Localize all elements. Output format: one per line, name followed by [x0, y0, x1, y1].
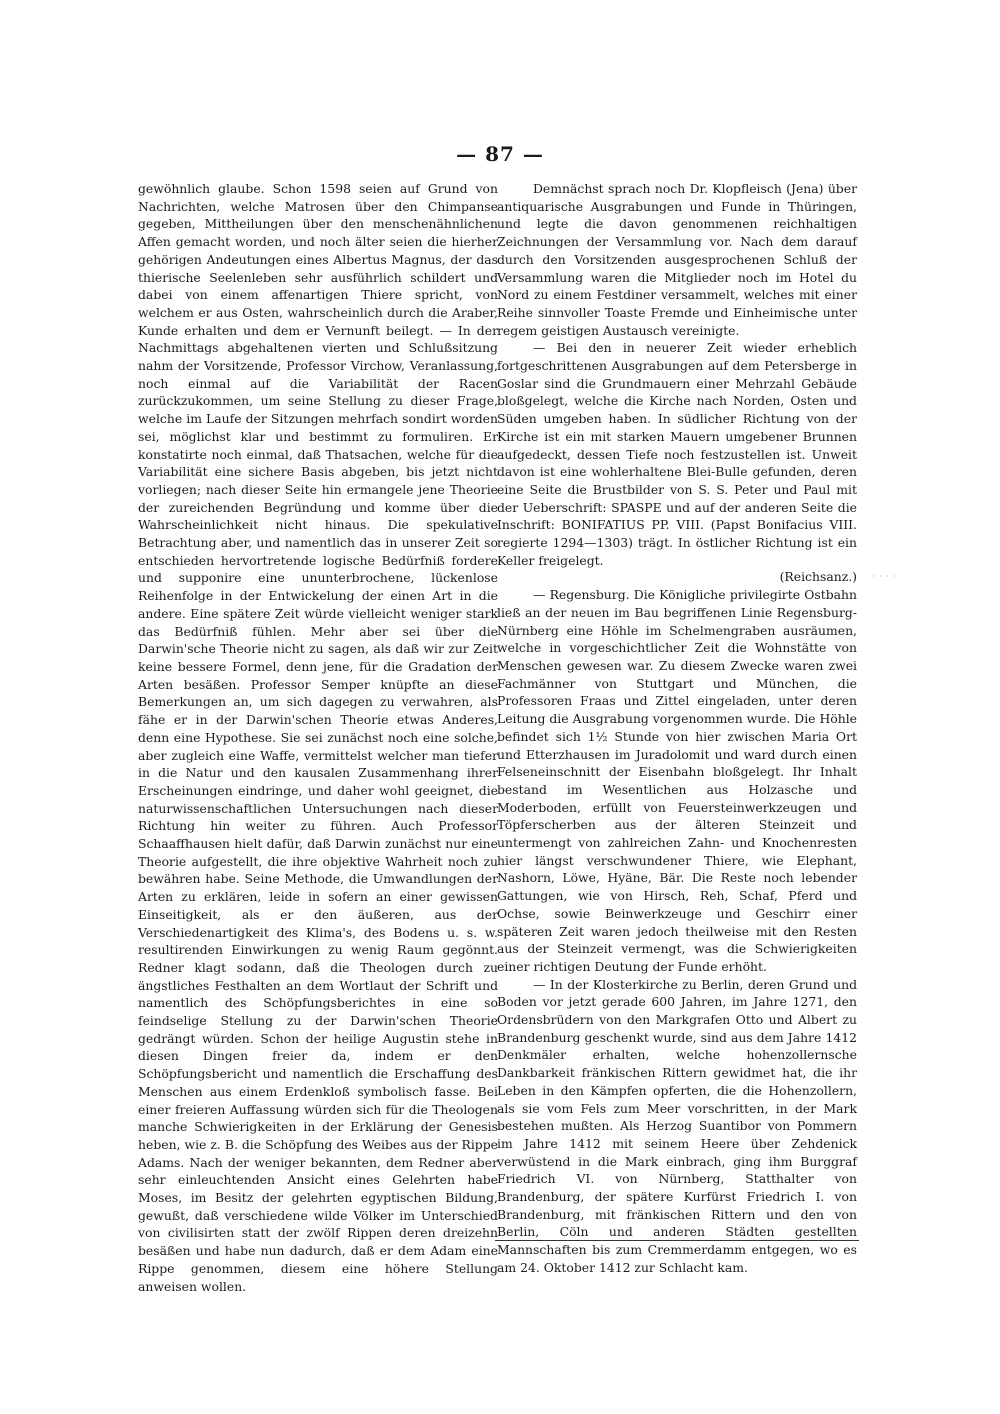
paragraph: gewöhnlich glaube. Schon 1598 seien auf Grund von Nachrichten, welche Matrosen über den Chimpanse gegeben, Mittheilungen über den menschenähnlichen Affen gemacht worden, und noch älter seien die hierher gehörigen Andeutungen eines Albertus Magnus, der das thierische Seelenleben sehr ausführlich schildert und dabei von einem affenartigen Thiere spricht, von welchem er aus Osten, wahrscheinlich durch die Araber, Kunde erhalten und dem er Vernunft beilegt. — In der Nachmittags abgehaltenen vierten und Schlußsitzung nahm der Vorsitzende, Professor Virchow, Veranlassung, noch einmal auf die Variabilität der Racen zurückzukommen, um seine Stellung zu dieser Frage, welche im Laufe der Sitzungen mehrfach sondirt worden sei, möglichst klar und bestimmt zu formuliren. Er konstatirte noch einmal, daß Thatsachen, welche für die Variabilität eine sichere Basis abgeben, bis jetzt nicht vorliegen; nach dieser Seite hin ermangele jene Theorie der zureichenden Begründung und komme über die Wahrscheinlichkeit nicht hinaus. Die spekulative Betrachtung aber, und namentlich das in unserer Zeit so entschieden hervortretende logische Bedürfniß fordere und supponire eine ununterbrochene, lückenlose Reihenfolge in der Entwickelung der einen Art in die andere. Eine spätere Zeit würde vielleicht weniger stark das Bedürfniß fühlen. Mehr aber sei über die Darwin'sche Theorie nicht zu sagen, als daß wir zur Zeit keine bessere Formel, denn jene, für die Gradation der Arten besäßen. Professor Semper knüpfte an diese Bemerkungen an, um sich dagegen zu verwahren, als fähe er in der Darwin'schen Theorie etwas Anderes, denn eine Hypothese. Sie sei zunächst noch eine solche, aber zugleich eine Waffe, vermittelst welcher man tiefer in die Natur und den kausalen Zusammenhang ihrer Erscheinungen eindringe, und daher wohl geeignet, die naturwissenschaftlichen Untersuchungen nach dieser Richtung hin weiter zu führen. Auch Professor Schaaffhausen hielt dafür, daß Darwin zunächst nur eine Theorie aufgestellt, die ihre objektive Wahrheit noch zu bewähren habe. Seine Methode, die Umwandlungen der Arten zu erklären, leide in sofern an einer gewissen Einseitigkeit, als er den äußeren, aus der Verschiedenartigkeit des Klima's, des Bodens u. s. w. resultirenden Einwirkungen zu wenig Raum gegönnt. Redner klagt sodann, daß die Theologen durch zu ängstliches Festhalten an dem Wortlaut der Schrift und namentlich des Schöpfungsberichtes in eine so feindselige Stellung zu der Darwin'schen Theorie gedrängt würden. Schon der heilige Augustin stehe in diesen Dingen freier da, indem er den Schöpfungsbericht und namentlich die Erschaffung des Menschen aus einem Erdenkloß symbolisch fasse. Bei einer freieren Auffassung würden sich für die Theologen manche Schwierigkeiten in der Erklärung der Genesis heben, wie z. B. die Schöpfung des Weibes aus der Rippe Adams. Nach der weniger bekannten, dem Redner aber sehr einleuchtenden Ansicht eines Gelehrten habe Moses, im Besitz der gelehrten egyptischen Bildung, gewußt, daß verschiedene wilde Völker im Unterschied von civilisirten statt der zwölf Rippen deren dreizehn besäßen und habe nun dadurch, daß er dem Adam eine Rippe genommen, diesem eine höhere Stellung anweisen wollen. [138, 181, 498, 1294]
paragraph: — Regensburg. Die Königliche privilegirte Ostbahn ließ an der neuen im Bau begriffenen Linie Regensburg-Nürnberg eine Höhle im Schelmengraben ausräumen, welche in vorgeschichtlicher Zeit die Wohnstätte von Menschen gewesen war. Zu diesem Zwecke waren zwei Fachmänner von Stuttgart und München, die Professoren Fraas und Zittel eingeladen, unter deren Leitung die Ausgrabung vorgenommen wurde. Die Höhle befindet sich 1½ Stunde von hier zwischen Maria Ort und Etterzhausen im Juradolomit und ward durch einen Felseneinschnitt der Eisenbahn bloßgelegt. Ihr Inhalt bestand im Wesentlichen aus Holzasche und Moderboden, erfüllt von Feuersteinwerkzeugen und Töpferscherben aus der älteren Steinzeit und untermengt von zahlreichen Zahn- und Knochenresten hier längst verschwundener Thiere, wie Elephant, Nashorn, Löwe, Hyäne, Bär. Die Reste noch lebender Gattungen, wie von Hirsch, Reh, Schaf, Pferd und Ochse, sowie Beinwerkzeuge und Geschirr einer späteren Zeit waren jedoch theilweise mit den Resten aus der Steinzeit vermengt, was die Schwierigkeiten einer richtigen Deutung der Funde erhöht. [497, 587, 857, 974]
closing-rule [495, 1240, 859, 1241]
paragraph: — Bei den in neuerer Zeit wieder erheblich fortgeschrittenen Ausgrabungen auf dem Petersberge in Goslar sind die Grundmauern einer Mehrzahl Gebäude bloßgelegt, welche die Kirche nach Norden, Osten und Süden umgeben haben. In südlicher Richtung von der Kirche ist ein mit starken Mauern umgebener Brunnen aufgedeckt, dessen Tiefe noch festzustellen ist. Unweit davon ist eine wohlerhaltene Blei-Bulle gefunden, deren eine Seite die Brustbilder von S. S. Peter und Paul mit der Ueberschrift: SPASPE und auf der anderen Seite die Inschrift: BONIFATIUS PP. VIII. (Papst Bonifacius VIII. regierte 1294—1303) trägt. In östlicher Richtung ist ein Keller freigelegt. [497, 340, 857, 568]
right-column [497, 180, 857, 1277]
page-number: — 87 — [456, 142, 544, 166]
paragraph: Demnächst sprach noch Dr. Klopfleisch (Jena) über antiquarische Ausgrabungen und Funde in Thüringen, und legte die davon genommenen reichhaltigen Zeichnungen der Versammlung vor. Nach dem darauf durch den Vorsitzenden ausgesprochenen Schluß der Versammlung waren die Mitglieder noch im Hotel du Nord zu einem Festdiner versammelt, welches mit einer Reihe sinnvoller Toaste Fremde und Einheimische unter regem geistigen Austausch vereinigte. [497, 181, 857, 338]
paragraph: — In der Klosterkirche zu Berlin, deren Grund und Boden vor jetzt gerade 600 Jahren, im Jahre 1271, den Ordensbrüdern von den Markgrafen Otto und Albert zu Brandenburg geschenkt wurde, sind aus dem Jahre 1412 Denkmäler erhalten, welche hohenzollernsche Dankbarkeit fränkischen Rittern gewidmet hat, die ihr Leben in den Kämpfen opferten, die die Hohenzollern, als sie vom Fels zum Meer vorschritten, in der Mark bestehen mußten. Als Herzog Suantibor von Pommern im Jahre 1412 mit seinem Heere über Zehdenick verwüstend in die Mark einbrach, ging ihm Burggraf Friedrich VI. von Nürnberg, Statthalter von Brandenburg, der spätere Kurfürst Friedrich I. von Brandenburg, mit fränkischen Rittern und den von Berlin, Cöln und anderen Städten gestellten Mannschaften bis zum Cremmerdamm entgegen, wo es am 24. Oktober 1412 zur Schlacht kam. [497, 976, 857, 1275]
margin-mark: · · · · [872, 572, 897, 581]
source-attribution: (Reichsanz.) [779, 569, 857, 585]
left-column [138, 180, 498, 1295]
